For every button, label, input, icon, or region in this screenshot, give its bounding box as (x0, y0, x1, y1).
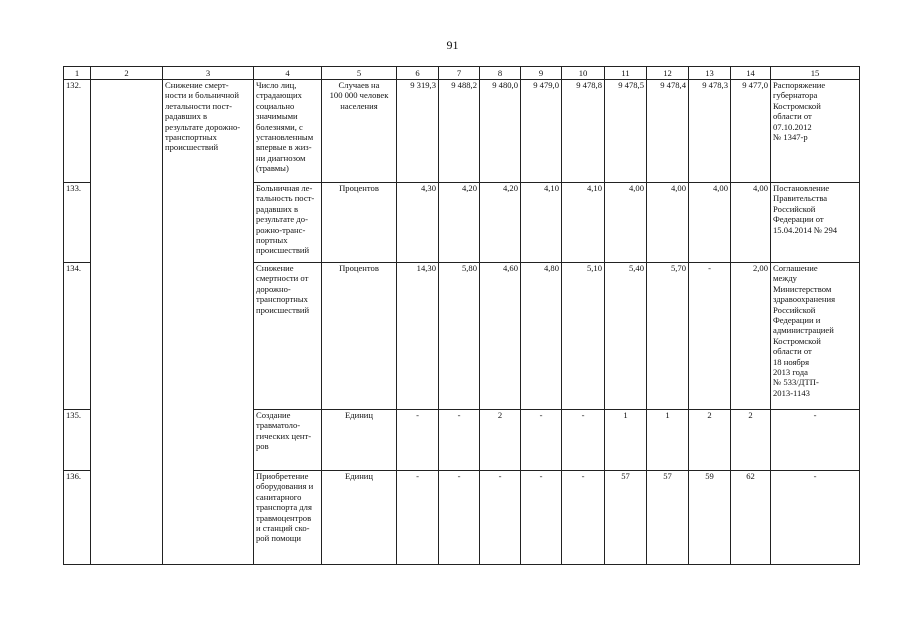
indicator-name: Приобретение оборудования и санитарного транспорта для травмоцентров и станций ско- рой помощи (254, 471, 322, 565)
header-cell: 5 (322, 67, 397, 80)
task-description: Снижение смерт- ности и больничной летальности пост- радавших в результате дорожно- транспортных происшествий (163, 80, 254, 565)
value-cell: 59 (689, 471, 731, 565)
value-cell: 4,00 (689, 183, 731, 263)
header-cell: 7 (439, 67, 480, 80)
value-cell: 4,10 (521, 183, 562, 263)
header-cell: 4 (254, 67, 322, 80)
value-cell: 9 478,8 (562, 80, 605, 183)
row-number: 135. (64, 410, 91, 471)
header-cell: 8 (480, 67, 521, 80)
value-cell: 14,30 (397, 263, 439, 410)
value-cell: 9 477,0 (731, 80, 771, 183)
column-number-row (64, 67, 860, 80)
value-cell: 4,80 (521, 263, 562, 410)
unit-of-measure: Единиц (322, 471, 397, 565)
header-cell: 2 (91, 67, 163, 80)
value-cell: 5,40 (605, 263, 647, 410)
header-cell: 1 (64, 67, 91, 80)
value-cell: - (689, 263, 731, 410)
value-cell: - (562, 471, 605, 565)
value-cell: 4,00 (605, 183, 647, 263)
header-cell: 9 (521, 67, 562, 80)
value-cell: 9 480,0 (480, 80, 521, 183)
unit-of-measure: Случаев на 100 000 человек населения (322, 80, 397, 183)
value-cell: - (562, 410, 605, 471)
value-cell: 62 (731, 471, 771, 565)
source-document: Распоряжение губернатора Костромской области от 07.10.2012 № 1347-р (771, 80, 860, 183)
indicators-table (63, 66, 860, 565)
row-number: 136. (64, 471, 91, 565)
row-number: 132. (64, 80, 91, 183)
value-cell: 5,10 (562, 263, 605, 410)
value-cell: 57 (605, 471, 647, 565)
group-col2-cell (91, 80, 163, 565)
value-cell: 2,00 (731, 263, 771, 410)
indicator-name: Создание травматоло- гических цент- ров (254, 410, 322, 471)
header-cell: 3 (163, 67, 254, 80)
value-cell: - (521, 471, 562, 565)
indicator-name: Снижение смертности от дорожно- транспортных происшествий (254, 263, 322, 410)
value-cell: 9 478,3 (689, 80, 731, 183)
value-cell: 4,60 (480, 263, 521, 410)
page-number: 91 (446, 38, 459, 52)
value-cell: 1 (647, 410, 689, 471)
value-cell: 2 (480, 410, 521, 471)
value-cell: 5,70 (647, 263, 689, 410)
value-cell: 9 488,2 (439, 80, 480, 183)
value-cell: 9 479,0 (521, 80, 562, 183)
value-cell: - (439, 410, 480, 471)
value-cell: 4,00 (731, 183, 771, 263)
value-cell: 9 478,4 (647, 80, 689, 183)
value-cell: 9 319,3 (397, 80, 439, 183)
value-cell: 2 (731, 410, 771, 471)
value-cell: 4,00 (647, 183, 689, 263)
header-cell: 11 (605, 67, 647, 80)
value-cell: 4,20 (439, 183, 480, 263)
value-cell: - (480, 471, 521, 565)
source-document: - (771, 410, 860, 471)
row-number: 134. (64, 263, 91, 410)
header-cell: 14 (731, 67, 771, 80)
value-cell: 57 (647, 471, 689, 565)
value-cell: 4,10 (562, 183, 605, 263)
value-cell: - (397, 410, 439, 471)
header-cell: 12 (647, 67, 689, 80)
row-number: 133. (64, 183, 91, 263)
indicator-name: Больничная ле- тальность пост- радавших в результате до- рожно-транс- портных происшествий (254, 183, 322, 263)
value-cell: - (397, 471, 439, 565)
value-cell: 4,20 (480, 183, 521, 263)
value-cell: 1 (605, 410, 647, 471)
value-cell: - (439, 471, 480, 565)
header-cell: 13 (689, 67, 731, 80)
value-cell: 9 478,5 (605, 80, 647, 183)
header-cell: 15 (771, 67, 860, 80)
source-document: Постановление Правительства Российской Федерации от 15.04.2014 № 294 (771, 183, 860, 263)
value-cell: - (521, 410, 562, 471)
table-row (64, 80, 860, 183)
indicator-name: Число лиц, страдающих социально значимыми болезнями, с установленным впервые в жиз- ни диагнозом (травмы) (254, 80, 322, 183)
value-cell: 2 (689, 410, 731, 471)
header-cell: 6 (397, 67, 439, 80)
unit-of-measure: Процентов (322, 263, 397, 410)
header-cell: 10 (562, 67, 605, 80)
unit-of-measure: Единиц (322, 410, 397, 471)
value-cell: 4,30 (397, 183, 439, 263)
unit-of-measure: Процентов (322, 183, 397, 263)
source-document: Соглашение между Министерством здравоохранения Российской Федерации и администрацией Костромской области от 18 ноября 2013 года № 533/ДТП- 2013-1143 (771, 263, 860, 410)
source-document: - (771, 471, 860, 565)
value-cell: 5,80 (439, 263, 480, 410)
